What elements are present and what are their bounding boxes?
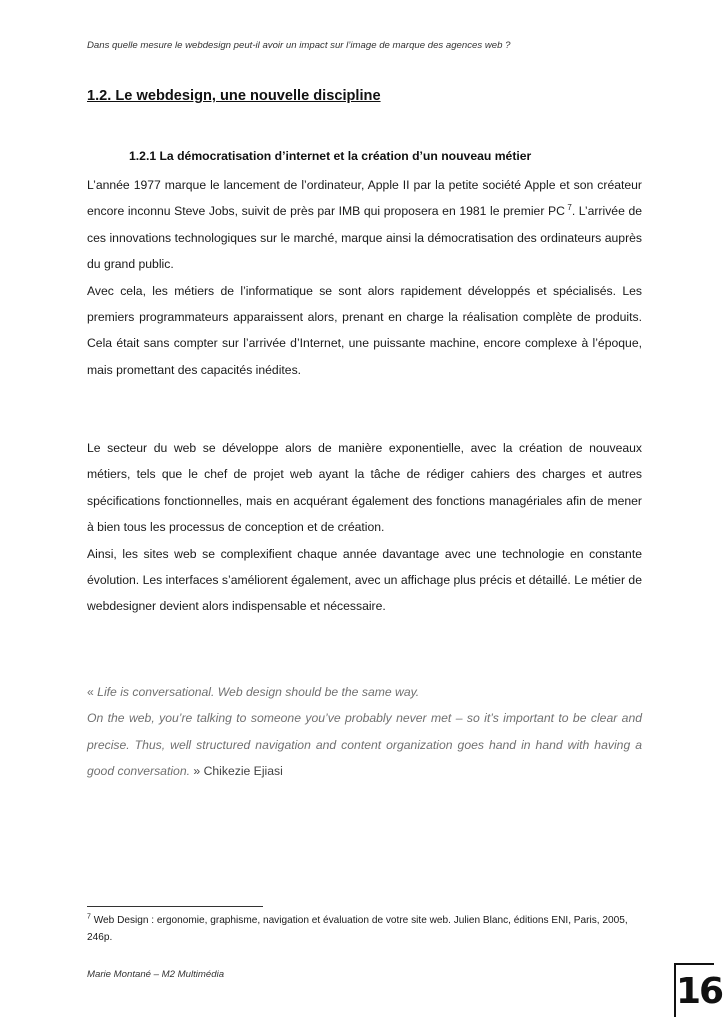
footnote-number: 7 xyxy=(87,913,91,921)
paragraph-2: Avec cela, les métiers de l’informatique se sont alors rapidement développés et spécialisés. Les premiers programmateurs apparaissent alors, prenant en charge la réalisation complète de produits. Cela était sans compter sur l’arrivée d’Internet, une puissante machine, encore complexe à l’époque, mais promettant des capacités inédites. xyxy=(87,283,642,377)
quote-line-1: Life is conversational. Web design should be the same way. xyxy=(97,685,420,699)
running-header: Dans quelle mesure le webdesign peut-il avoir un impact sur l’image de marque des agences web ? xyxy=(87,40,511,51)
body-block-1 xyxy=(87,172,642,383)
quote-close-mark: » xyxy=(190,764,204,779)
running-footer: Marie Montané – M2 Multimédia xyxy=(87,969,225,980)
quote-open-mark: « xyxy=(87,685,98,699)
section-title: 1.2. Le webdesign, une nouvelle discipline xyxy=(87,88,381,104)
quote-author: Chikezie Ejiasi xyxy=(203,764,283,779)
paragraph-3: Le secteur du web se développe alors de manière exponentielle, avec la création de nouveaux métiers, tels que le chef de projet web ayant la tâche de rédiger cahiers des charges et autres spécifications fonctionnelles, mais en acquérant également des fonctions managériales afin de mener à bien tous les processus de conception et de création. xyxy=(87,441,642,535)
footnote xyxy=(87,912,647,946)
paragraph-4: Ainsi, les sites web se complexifient chaque année davantage avec une technologie en constante évolution. Les interfaces s’améliorent également, avec un affichage plus précis et détaillé. Le métier de webdesigner devient alors indispensable et nécessaire. xyxy=(87,546,642,614)
paragraph-1 xyxy=(87,172,642,278)
subsection-title: 1.2.1 La démocratisation d’internet et la création d’un nouveau métier xyxy=(129,149,532,163)
quote-line-2: On the web, you’re talking to someone you’ve probably never met – so it’s important to be clear and precise. Thus, well structured navigation and content organization goes hand in hand with having a good conversation. xyxy=(87,711,642,779)
footnote-separator xyxy=(87,906,263,907)
footnote-ref: 7 xyxy=(567,203,572,213)
body-block-2 xyxy=(87,435,642,620)
paragraph-1-continued: . L’arrivée de ces innovations technologiques sur le marché, marque ainsi la démocratisation des ordinateurs auprès du grand public. xyxy=(87,204,642,272)
footnote-text: Web Design : ergonomie, graphisme, navigation et évaluation de votre site web. Julien Blanc, éditions ENI, Paris, 2005, 246p. xyxy=(87,915,628,943)
quote-block xyxy=(87,679,642,785)
page-number: 16 xyxy=(674,963,714,1017)
paragraph-1-text: L’année 1977 marque le lancement de l’ordinateur, Apple II par la petite société Apple et son créateur encore inconnu Steve Jobs, suivit de près par IMB qui proposera en 1981 le premier PC xyxy=(87,178,642,219)
